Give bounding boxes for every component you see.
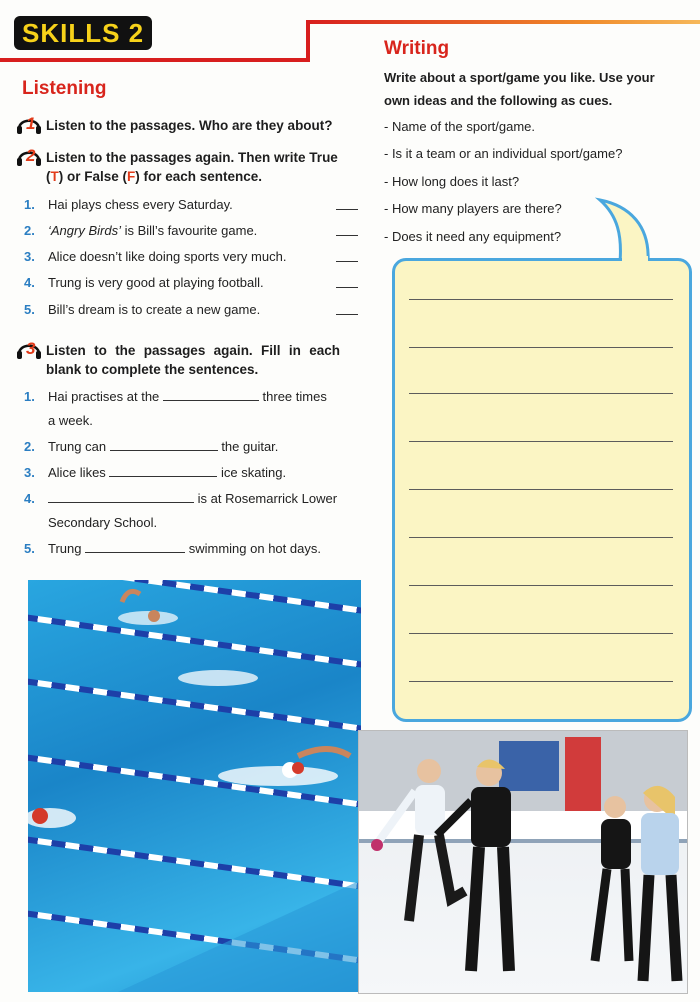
list-item: 5. Bill’s dream is to create a new game. — [24, 298, 364, 322]
answer-blank[interactable] — [163, 388, 259, 401]
task-2-instruction-line1: Listen to the passages again. Then write True — [46, 150, 338, 165]
fill-blank-list — [24, 385, 364, 565]
writing-cue: - Is it a team or an individual sport/game? — [384, 146, 623, 161]
answer-blank[interactable] — [48, 490, 194, 503]
list-item: 2. ‘Angry Birds’ is Bill’s favourite game. — [24, 219, 364, 243]
list-item: 1. Hai practises at the three times a week. — [24, 389, 327, 428]
list-item: 4. is at Rosemarrick Lower Secondary School. — [24, 491, 338, 530]
answer-blank[interactable] — [109, 464, 217, 477]
listening-title: Listening — [22, 78, 107, 99]
headphones-icon: 3 — [16, 338, 44, 362]
writing-line — [409, 633, 673, 634]
headphones-icon: 2 — [16, 145, 44, 169]
list-item: 2. Trung can the guitar. — [24, 439, 279, 454]
section-badge: SKILLS 2 — [14, 16, 152, 50]
writing-line — [409, 393, 673, 394]
header-rule-vertical — [306, 20, 310, 62]
ice-skating-photo — [358, 730, 688, 994]
writing-answer-box[interactable] — [392, 258, 692, 722]
task-3-instruction-line2: blank to complete the sentences. — [46, 362, 259, 377]
writing-line — [409, 489, 673, 490]
answer-blank[interactable] — [85, 540, 185, 553]
list-item: 3. Alice doesn’t like doing sports very much. — [24, 245, 364, 269]
skaters-illustration — [359, 731, 687, 993]
bubble-seam — [622, 256, 648, 264]
task-1-instruction: Listen to the passages. Who are they about? — [46, 118, 333, 133]
list-item: 4. Trung is very good at playing football. — [24, 271, 364, 295]
list-item: 1. Hai plays chess every Saturday. — [24, 193, 364, 217]
answer-blank[interactable] — [336, 314, 358, 315]
writing-cue: - Name of the sport/game. — [384, 119, 536, 134]
writing-title: Writing — [384, 38, 450, 59]
list-item: 5. Trung swimming on hot days. — [24, 541, 321, 556]
answer-blank[interactable] — [336, 209, 358, 210]
writing-line — [409, 681, 673, 682]
writing-cue: - How many players are there? — [384, 201, 562, 216]
answer-blank[interactable] — [336, 261, 358, 262]
writing-line — [409, 347, 673, 348]
writing-line — [409, 441, 673, 442]
true-false-list — [24, 193, 364, 323]
writing-line — [409, 585, 673, 586]
answer-blank[interactable] — [336, 287, 358, 288]
swimmers-illustration — [28, 580, 361, 992]
task-1 — [26, 114, 346, 135]
writing-line — [409, 299, 673, 300]
header-rule — [306, 20, 700, 24]
task-3 — [26, 339, 340, 379]
writing-prompt: Write about a sport/game you like. Use your own ideas and the following as cues. — [384, 70, 655, 108]
task-3-instruction-line1: Listen to the passages again. Fill in each — [46, 343, 340, 358]
answer-blank[interactable] — [336, 235, 358, 236]
writing-line — [409, 537, 673, 538]
task-2 — [26, 146, 346, 186]
swimming-photo — [28, 580, 361, 992]
list-item: 3. Alice likes ice skating. — [24, 465, 287, 480]
writing-cue: - How long does it last? — [384, 174, 520, 189]
headphones-icon: 1 — [16, 113, 44, 137]
task-2-instruction-line2: (T) or False (F) for each sentence. — [46, 169, 263, 184]
answer-blank[interactable] — [110, 438, 218, 451]
header-rule-left — [0, 58, 310, 62]
writing-cue: - Does it need any equipment? — [384, 229, 562, 244]
